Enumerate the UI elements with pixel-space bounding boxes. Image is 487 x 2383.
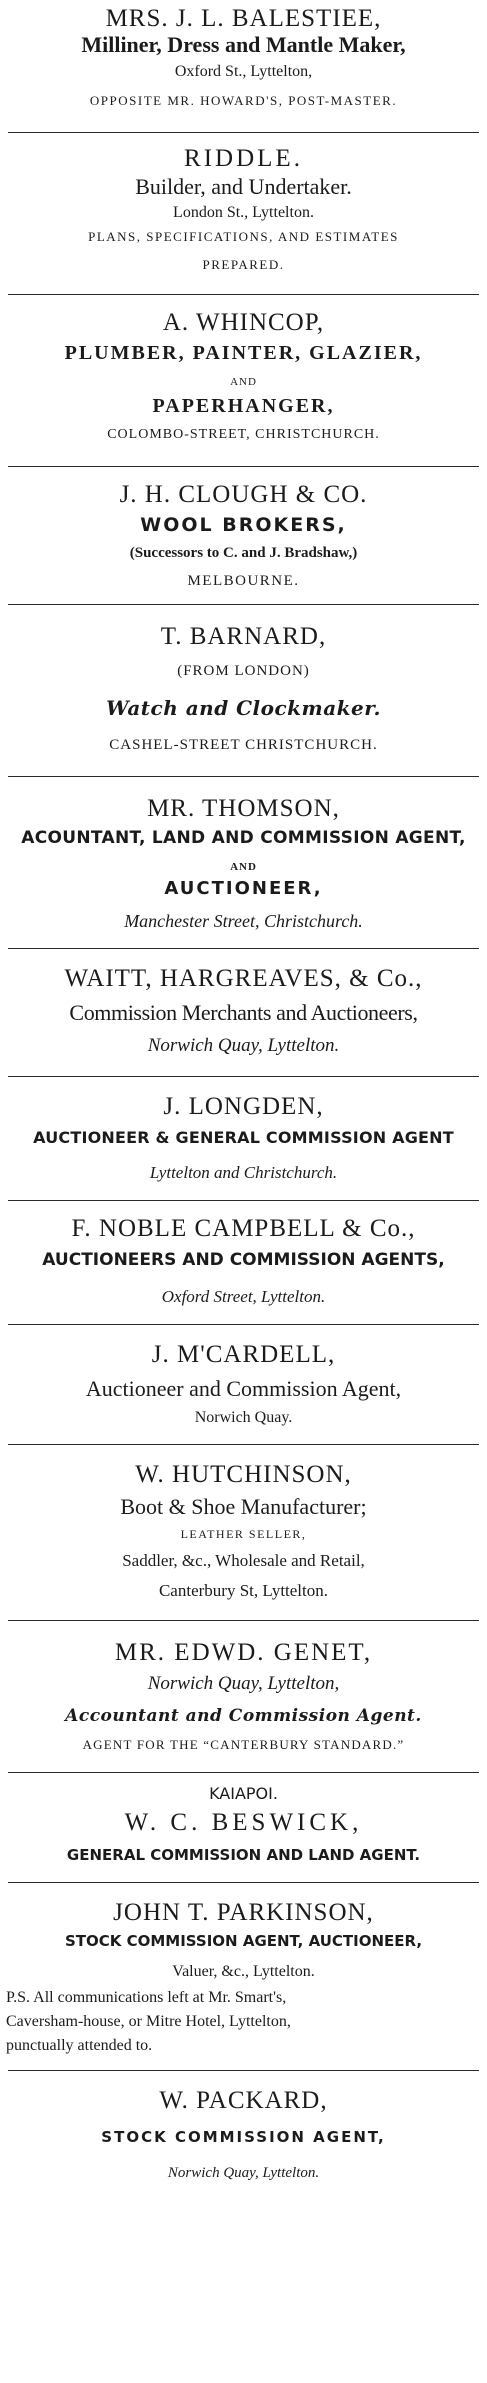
ad-thomson-trade: ACOUNTANT, LAND AND COMMISSION AGENT, — [21, 828, 466, 848]
ad-waitt-name: WAITT, HARGREAVES, & Co., — [64, 965, 423, 992]
ad-divider — [8, 604, 479, 605]
ad-whincop-address: COLOMBO-STREET, CHRISTCHURCH. — [107, 427, 380, 442]
ad-campbell-name: F. NOBLE CAMPBELL & Co., — [71, 1215, 416, 1242]
ad-parkinson-name: JOHN T. PARKINSON, — [113, 1899, 374, 1926]
ad-thomson-trade-2: AUCTIONEER, — [164, 878, 323, 899]
ad-beswick-trade: GENERAL COMMISSION AND LAND AGENT. — [66, 1846, 421, 1864]
ad-whincop-and: AND — [230, 376, 257, 388]
ad-thomson-and: AND — [230, 861, 257, 873]
ad-divider — [8, 1076, 479, 1077]
ad-packard-name: W. PACKARD, — [159, 2087, 328, 2114]
ad-divider — [8, 1620, 479, 1621]
ad-parkinson-note-3: punctually attended to. — [6, 2037, 153, 2054]
ad-divider — [8, 948, 479, 949]
ad-divider — [8, 776, 479, 777]
ad-beswick-name: W. C. BESWICK, — [124, 1809, 363, 1836]
ad-parkinson-note-2: Caversham-house, or Mitre Hotel, Lyttelton, — [6, 2013, 291, 2030]
ad-packard-trade: STOCK COMMISSION AGENT, — [101, 2128, 386, 2146]
ad-divider — [8, 132, 479, 133]
ad-barnard-origin: (FROM LONDON) — [177, 663, 310, 679]
ad-mccardell-trade: Auctioneer and Commission Agent, — [85, 1376, 402, 1401]
ad-parkinson-note-1: P.S. All communications left at Mr. Smart's, — [6, 1989, 287, 2006]
ad-campbell-address: Oxford Street, Lyttelton. — [161, 1287, 326, 1306]
ad-divider — [8, 1324, 479, 1325]
ad-riddle-name: RIDDLE. — [184, 145, 303, 172]
ad-longden-address: Lyttelton and Christchurch. — [149, 1163, 338, 1182]
ad-waitt-address: Norwich Quay, Lyttelton. — [147, 1035, 340, 1056]
ad-whincop-name: A. WHINCOP, — [162, 309, 325, 336]
ad-riddle-address: London St., Lyttelton. — [173, 204, 314, 221]
ad-thomson-address: Manchester Street, Christchurch. — [124, 911, 363, 931]
ad-mccardell-name: J. M'CARDELL, — [151, 1341, 336, 1368]
ad-hutchinson-address: Canterbury St, Lyttelton. — [158, 1581, 329, 1600]
ad-campbell-trade: AUCTIONEERS AND COMMISSION AGENTS, — [42, 1250, 445, 1270]
ad-balestiee-note: OPPOSITE MR. HOWARD'S, POST-MASTER. — [89, 93, 398, 108]
ad-hutchinson-name: W. HUTCHINSON, — [135, 1461, 352, 1488]
ad-genet-note: AGENT FOR THE “CANTERBURY STANDARD.” — [82, 1737, 405, 1752]
ad-whincop-trade-2: PAPERHANGER, — [152, 395, 335, 417]
ad-riddle-note: PLANS, SPECIFICATIONS, AND ESTIMATES — [88, 229, 399, 244]
ad-balestiee-name: MRS. J. L. BALESTIEE, — [105, 5, 382, 32]
ad-balestiee-trade: Milliner, Dress and Mantle Maker, — [81, 32, 406, 57]
ad-clough-successors: (Successors to C. and J. Bradshaw,) — [129, 545, 358, 561]
ad-clough-city: MELBOURNE. — [187, 573, 300, 589]
ad-genet-address: Norwich Quay, Lyttelton, — [147, 1673, 340, 1694]
ad-barnard-name: T. BARNARD, — [160, 623, 327, 650]
ad-whincop-trade: PLUMBER, PAINTER, GLAZIER, — [64, 342, 423, 364]
ad-hutchinson-trade: Boot & Shoe Manufacturer; — [120, 1494, 367, 1519]
ad-barnard-trade: Watch and Clockmaker. — [106, 696, 381, 720]
ad-genet-trade: Accountant and Commission Agent. — [65, 1706, 422, 1726]
ad-genet-name: MR. EDWD. GENET, — [114, 1639, 373, 1666]
ad-longden-trade: AUCTIONEER & GENERAL COMMISSION AGENT — [33, 1128, 454, 1147]
ad-divider — [8, 2070, 479, 2071]
ad-divider — [8, 294, 479, 295]
ad-divider — [8, 1200, 479, 1201]
ad-riddle-trade: Builder, and Undertaker. — [135, 174, 352, 199]
ad-parkinson-trade: STOCK COMMISSION AGENT, AUCTIONEER, — [64, 1932, 423, 1950]
ad-divider — [8, 1444, 479, 1445]
ad-riddle-note-2: PREPARED. — [202, 257, 285, 272]
ad-thomson-name: MR. THOMSON, — [147, 795, 340, 822]
ad-parkinson-detail: Valuer, &c., Lyttelton. — [172, 1963, 315, 1980]
ad-packard-address: Norwich Quay, Lyttelton. — [167, 2165, 320, 2181]
ad-hutchinson-detail: Saddler, &c., Wholesale and Retail, — [122, 1551, 365, 1570]
ad-divider — [8, 1882, 479, 1883]
ad-mccardell-address: Norwich Quay. — [194, 1409, 293, 1426]
ad-clough-name: J. H. CLOUGH & CO. — [119, 481, 368, 508]
ad-balestiee-address: Oxford St., Lyttelton, — [174, 63, 313, 80]
ad-barnard-address: CASHEL-STREET CHRISTCHURCH. — [109, 737, 378, 753]
ad-divider — [8, 1772, 479, 1773]
ad-waitt-trade: Commission Merchants and Auctioneers, — [69, 1000, 418, 1025]
ad-divider — [8, 466, 479, 467]
ad-longden-name: J. LONGDEN, — [163, 1093, 324, 1120]
ad-hutchinson-sub: LEATHER SELLER, — [180, 1527, 307, 1541]
ad-beswick-location: KAIAPOI. — [209, 1784, 278, 1803]
ad-clough-trade: WOOL BROKERS, — [140, 514, 347, 536]
